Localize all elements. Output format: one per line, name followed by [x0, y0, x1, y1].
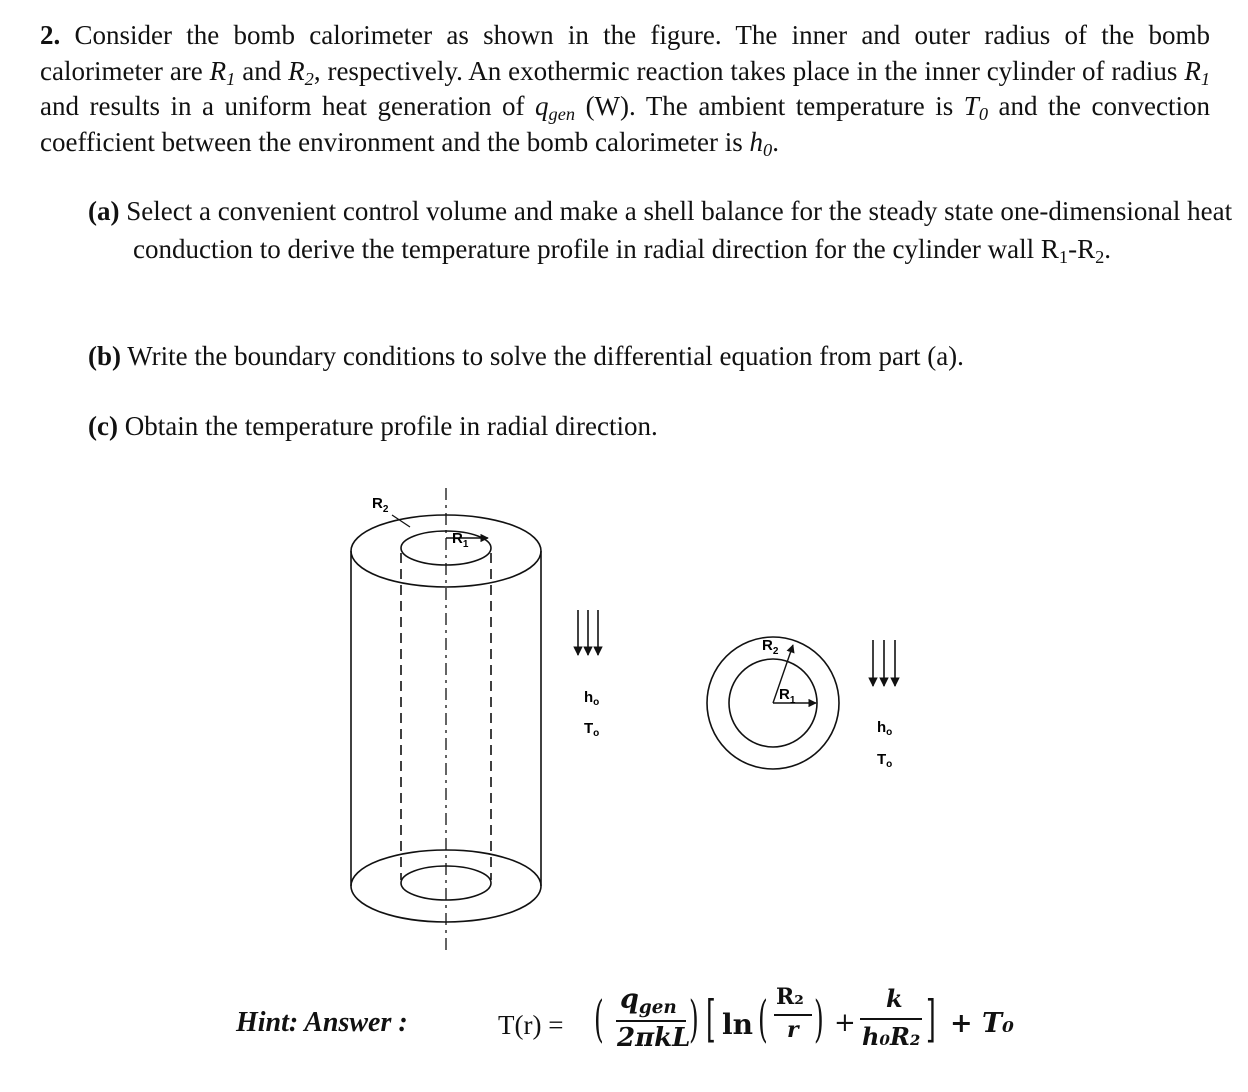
part-b: (b) Write the boundary conditions to solve the differential equation from part (a).: [88, 341, 964, 371]
eq-paren2-open: (: [758, 990, 768, 1048]
label-r1-cylinder: $R_1$: [452, 530, 469, 550]
eq-paren-open: (: [594, 990, 604, 1048]
eq-ln: ln: [722, 1008, 753, 1041]
eq-paren2-close: ): [814, 990, 824, 1048]
ambient-arrows-right: [873, 640, 895, 686]
eq-fraction-bar: [616, 1020, 686, 1022]
eq-paren-close: ): [689, 990, 699, 1048]
label-r1-section: $R_1$: [779, 686, 796, 706]
eq-plus: +: [834, 1008, 856, 1038]
label-r2-section: $R_2$: [762, 637, 779, 657]
part-c: (c) Obtain the temperature profile in radial direction.: [88, 411, 658, 441]
label-h-left: $h_o$: [584, 689, 600, 708]
hint-label: Hint: Answer :: [236, 1007, 408, 1038]
eq-frac3-den: h₀R₂: [862, 1022, 921, 1051]
label-t-right: $T_o$: [877, 751, 893, 770]
label-r2-cylinder: $R_2$: [372, 495, 389, 515]
eq-num: $q_{gen}$: [620, 984, 677, 1019]
eq-frac2-num: R₂: [776, 984, 804, 1010]
eq-bracket-close: ]: [926, 990, 936, 1048]
eq-lhs: T(r) =: [498, 1010, 564, 1040]
part-a: (a) Select a convenient control volume and make a shell balance for the steady state one-dimensional heat conduction to derive the temperature profile in radial direction for the cylinder wall $R_1-R_2$.: [88, 196, 1233, 267]
eq-tail: + T₀: [950, 1008, 1014, 1039]
cylinder-3d: [351, 488, 541, 955]
eq-frac3-bar: [860, 1018, 922, 1020]
problem-statement: 2. Consider the bomb calorimeter as shown in the figure. The inner and outer radius of the bomb calorimeter are $R_1$ and $R_2$, respectively. An exothermic reaction takes place in the inner cylinder of radius $R_1$ and results in a uniform heat generation of $q_{gen}$ (W). The ambient temperature is $T_0$ and the convection coefficient between the environment and the bomb calorimeter is $h_0$.: [40, 20, 1211, 160]
ambient-arrows-left: [578, 610, 598, 655]
eq-frac2-den: r: [787, 1017, 799, 1043]
label-h-right: $h_o$: [877, 719, 893, 738]
eq-bracket-open: [: [706, 990, 716, 1048]
eq-den: 2πkL: [617, 1023, 691, 1053]
label-t-left: $T_o$: [584, 720, 600, 739]
eq-frac2-bar: [774, 1014, 812, 1016]
eq-frac3-num: k: [886, 984, 903, 1013]
